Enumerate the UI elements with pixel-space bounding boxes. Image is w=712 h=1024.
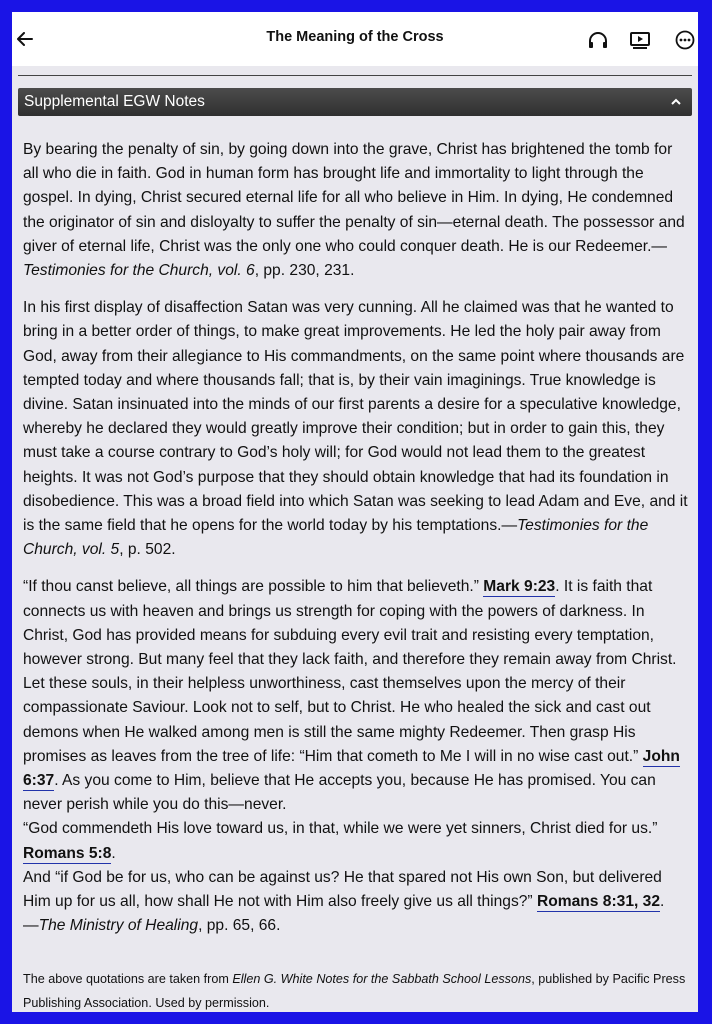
source-pages: , p. 502. bbox=[119, 541, 176, 559]
paragraph bbox=[23, 138, 689, 283]
paragraph-text: . As you come to Him, believe that He accepts you, because He has promised. You can never perish while you do this—never. bbox=[23, 772, 656, 814]
footnote-text: The above quotations are taken from bbox=[23, 972, 233, 986]
paragraph-text: By bearing the penalty of sin, by going down into the grave, Christ has brightened the tomb for all who die in faith. God in human form has brought life and immortality to light through the gospel. In dying, Christ secured eternal life for all who believe in Him. In dying, He condemned the originator of sin and disloyalty to suffer the penalty of sin—eternal death. The possessor and giver of eternal life, Christ was the only one who could conquer death. He is our Redeemer.— bbox=[23, 141, 685, 255]
paragraph bbox=[23, 575, 689, 817]
chevron-up-icon[interactable] bbox=[670, 97, 682, 107]
source-title: Testimonies for the Church, vol. 5 bbox=[23, 517, 649, 559]
paragraph bbox=[23, 296, 689, 562]
source-pages: , pp. 230, 231. bbox=[254, 262, 355, 280]
paragraph-text: And “if God be for us, who can be against us? He that spared not His own Son, but delivered Him up for us all, how shall He not with Him also freely give us all things?” bbox=[23, 868, 662, 911]
top-bar bbox=[12, 12, 698, 66]
video-button[interactable] bbox=[628, 29, 652, 51]
scripture-link-mark-9-23[interactable]: Mark 9:23 bbox=[483, 578, 556, 596]
video-play-icon bbox=[630, 32, 650, 49]
source-title: Testimonies for the Church, vol. 6 bbox=[23, 262, 255, 280]
footnote-text: , published by Pacific Press Publishing Association. Used by permission. bbox=[23, 972, 686, 1010]
app-screen bbox=[12, 12, 698, 1012]
paragraph-text: . It is faith that connects us with heaven and brings us strength for coping with the powers of darkness. In Christ, God has provided means for subduing every evil trait and resisting every temptation, however strong. But many feel that they lack faith, and therefore they remain away from Christ. Let these souls, in their helpless unworthiness, cast themselves upon the mercy of their compassionate Saviour. Look not to self, but to Christ. He who healed the sick and cast out demons when He walked among men is still the same mighty Redeemer. Then grasp His promises as leaves from the tree of life: “Him that cometh to Me I will in no wise cast out.” bbox=[23, 578, 677, 765]
paragraph bbox=[23, 866, 689, 914]
scripture-link-john-6-37[interactable]: John 6:37 bbox=[23, 747, 680, 790]
paragraph bbox=[23, 914, 689, 938]
paragraph-text: “God commendeth His love toward us, in that, while we were yet sinners, Christ died for us.” bbox=[23, 820, 658, 838]
paragraph-text: — bbox=[23, 917, 39, 935]
headphones-icon bbox=[588, 31, 608, 49]
paragraph-text: “If thou canst believe, all things are possible to him that believeth.” bbox=[23, 578, 484, 596]
paragraph bbox=[23, 817, 689, 865]
source-pages: , pp. 65, 66. bbox=[198, 917, 281, 935]
source-title: The Ministry of Healing bbox=[38, 917, 199, 935]
footnote-source: Ellen G. White Notes for the Sabbath School Lessons bbox=[232, 972, 532, 986]
scripture-link-romans-8-31[interactable]: Romans 8:31, 32 bbox=[536, 893, 661, 911]
paragraph-text: In his first display of disaffection Satan was very cunning. All he claimed was that he wanted to bring in a better order of things, to make great improvements. He led the holy pair away from God, away from their allegiance to His commandments, on the same point where thousands are tempted today and where thousands fall; that is, by their vain imaginings. True knowledge is divine. Satan insinuated into the minds of our first parents a desire for a speculative knowledge, whereby he declared they would greatly improve their condition; but in order to gain this, they must take a course contrary to God’s holy will; for God would not lead them to the greatest heights. It was not God’s purpose that they should obtain knowledge that had its foundation in disobedience. This was a broad field into which Satan was seeking to lead Adam and Eve, and it is the same field that he opens for the world today by his temptations.— bbox=[23, 299, 688, 535]
page-title: The Meaning of the Cross bbox=[266, 29, 444, 45]
section-title: Supplemental EGW Notes bbox=[24, 93, 205, 110]
audio-button[interactable] bbox=[586, 29, 610, 51]
divider bbox=[18, 75, 692, 76]
section-header[interactable] bbox=[18, 88, 692, 116]
notes-content bbox=[23, 138, 689, 939]
paragraph-text: . bbox=[660, 893, 665, 911]
scripture-link-romans-5-8[interactable]: Romans 5:8 bbox=[23, 844, 112, 862]
paragraph-text: . bbox=[111, 844, 116, 862]
more-options-icon bbox=[675, 30, 695, 50]
footnote bbox=[23, 967, 689, 1012]
more-button[interactable] bbox=[673, 29, 697, 51]
